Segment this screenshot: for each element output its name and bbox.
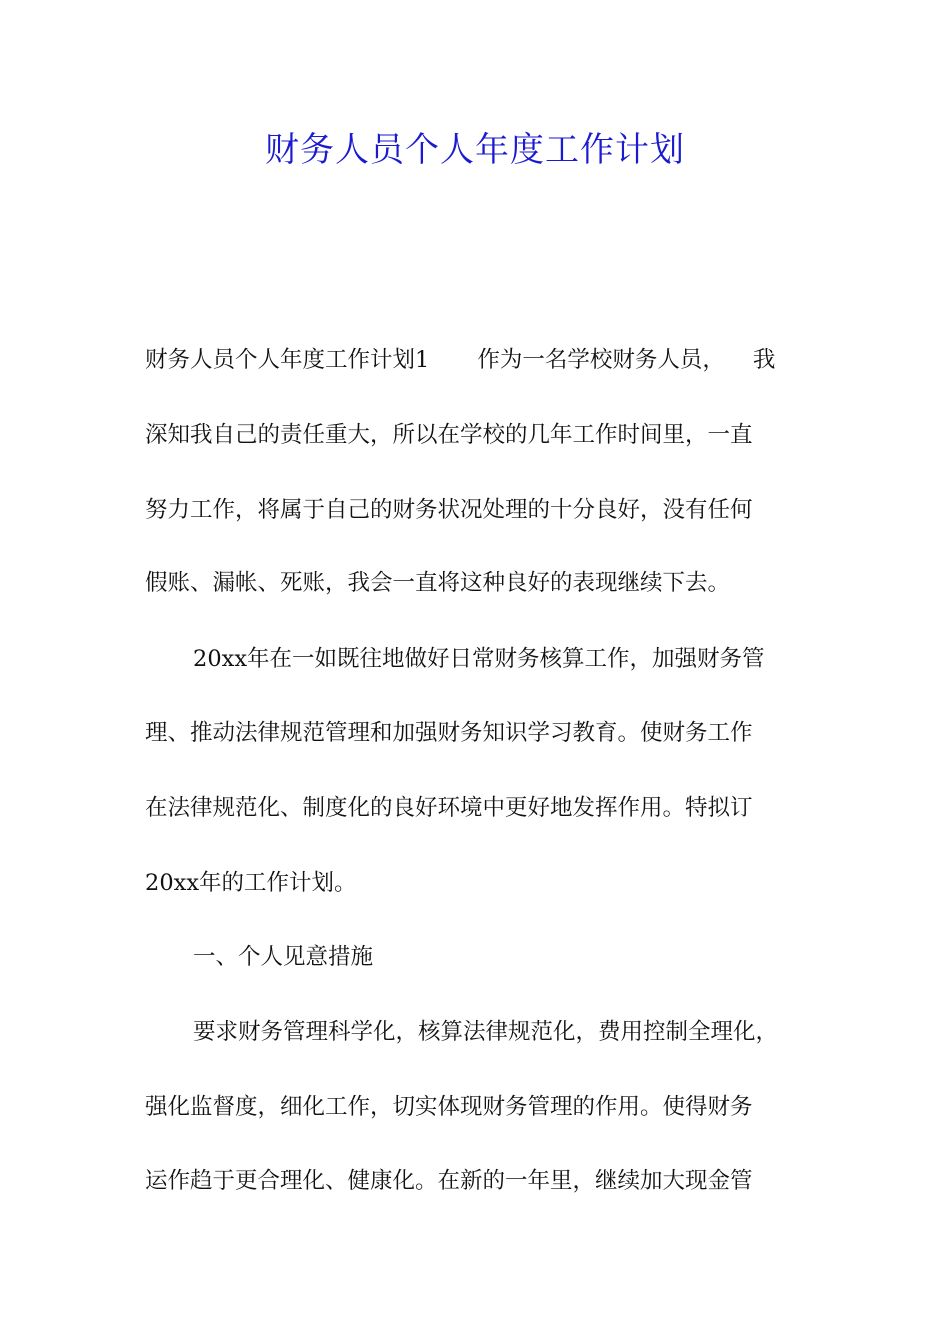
- paragraph-line-2: 深知我自己的责任重大，所以在学校的几年工作时间里，一直: [145, 422, 753, 448]
- paragraph-line-11: 运作趋于更合理化、健康化。在新的一年里，继续加大现金管: [145, 1168, 753, 1194]
- paragraph-line-7: 在法律规范化、制度化的良好环境中更好地发挥作用。特拟订: [145, 795, 753, 821]
- document-title: 财务人员个人年度工作计划: [265, 130, 685, 170]
- paragraph-line-6: 理、推动法律规范管理和加强财务知识学习教育。使财务工作: [145, 720, 753, 746]
- paragraph-line-5: 20xx年在一如既往地做好日常财务核算工作，加强财务管: [193, 646, 765, 672]
- paragraph-line-9: 要求财务管理科学化，核算法律规范化，费用控制全理化，: [193, 1019, 779, 1045]
- paragraph-text: 我: [752, 347, 776, 373]
- paragraph-text: 作为一名学校财务人员，: [477, 347, 725, 373]
- paragraph-line-1: [145, 345, 825, 375]
- paragraph-line-10: 强化监督度，细化工作，切实体现财务管理的作用。使得财务: [145, 1094, 753, 1120]
- section-heading: 一、个人见意措施: [193, 944, 374, 970]
- paragraph-line-8: 20xx年的工作计划。: [145, 870, 357, 896]
- inline-heading: 财务人员个人年度工作计划1: [145, 347, 430, 373]
- paragraph-line-4: 假账、漏帐、死账，我会一直将这种良好的表现继续下去。: [145, 570, 731, 596]
- paragraph-line-3: 努力工作，将属于自己的财务状况处理的十分良好，没有任何: [145, 497, 753, 523]
